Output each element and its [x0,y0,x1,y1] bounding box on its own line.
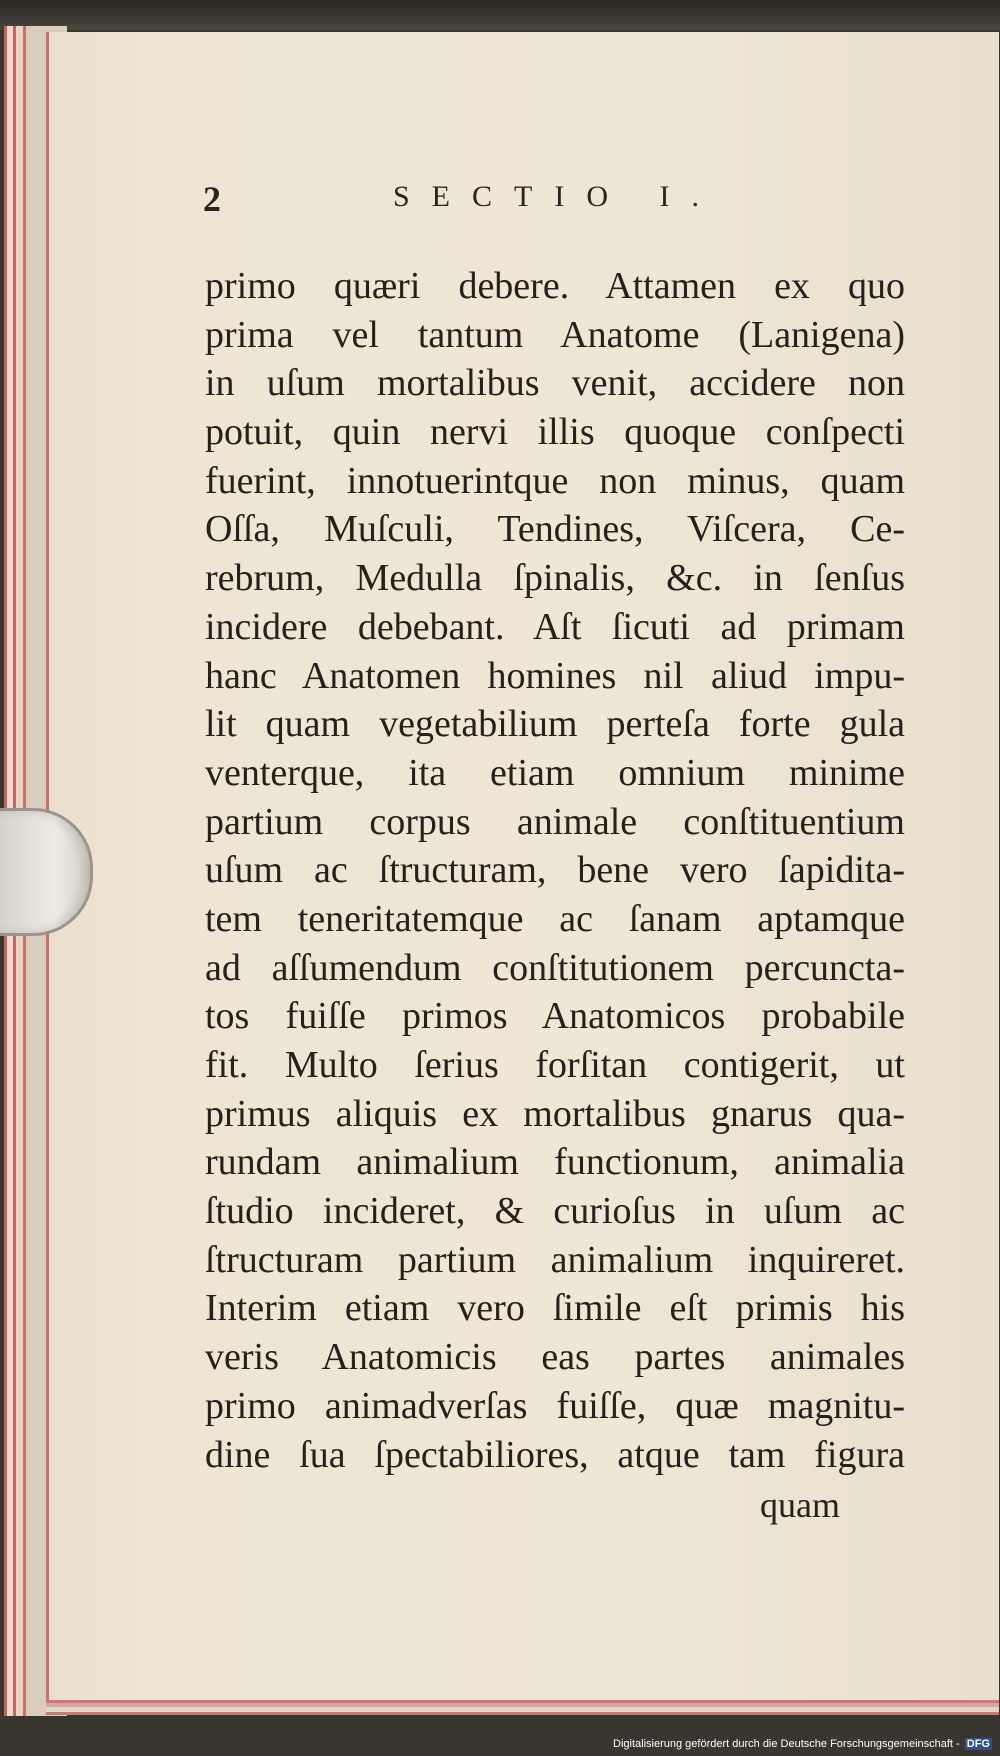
running-head: SECTIO I. [393,180,721,213]
text-line: primo quæri debere. Attamen ex quo [205,265,905,307]
text-line: incidere debebant. Aſt ſicuti ad primam [205,605,905,648]
text-line: primus aliquis ex mortalibus gnarus qua- [205,1092,905,1135]
text-line: veris Anatomicis eas partes animales [205,1336,905,1379]
text-line: tem teneritatemque ac ſanam aptamque [205,897,905,940]
page-header [203,178,903,226]
text-line: venterque, ita etiam omnium minime [205,751,905,794]
text-line: fit. Multo ſerius forſitan contigerit, ut [205,1044,905,1086]
text-line: rebrum, Medulla ſpinalis, &c. in ſenſus [205,557,905,600]
text-line: in uſum mortalibus venit, accidere non [205,362,905,405]
text-line: tos fuiſſe primos Anatomicos probabile [205,995,905,1038]
text-line: rundam animalium functionum, animalia [205,1141,905,1184]
text-line: partium corpus animale conſtituentium [205,800,905,843]
text-line: primo animadverſas fuiſſe, quæ magnitu- [205,1384,905,1427]
digitization-credit [613,1738,992,1750]
body-text [205,262,905,1479]
book-top-edge [0,0,1000,30]
text-line: ſtudio incideret, & curioſus in uſum ac [205,1190,905,1233]
credit-text: Digitalisierung gefördert durch die Deutsche Forschungsgemeinschaft - [613,1738,960,1750]
text-line: lit quam vegetabilium perteſa forte gula [205,703,905,746]
text-line: Oſſa, Muſculi, Tendines, Viſcera, Ce- [205,508,905,551]
page-number: 2 [203,179,221,219]
text-line: Interim etiam vero ſimile eſt primis his [205,1287,905,1330]
dfg-logo: DFG [966,1738,990,1750]
catchword: quam [760,1485,840,1525]
text-line: prima vel tantum Anatome (Lanigena) [205,313,905,356]
text-line: hanc Anatomen homines nil aliud impu- [205,654,905,697]
text-line: ſtructuram partium animalium inquireret. [205,1238,905,1281]
text-line: ad aſſumendum conſtitutionem percuncta- [205,946,905,989]
text-line: uſum ac ſtructuram, bene vero ſapidita- [205,849,905,892]
text-line: dine ſua ſpectabiliores, atque tam figura [205,1433,905,1476]
text-line: potuit, quin nervi illis quoque conſpecti [205,411,905,454]
text-line: fuerint, innotuerintque non minus, quam [205,459,905,502]
